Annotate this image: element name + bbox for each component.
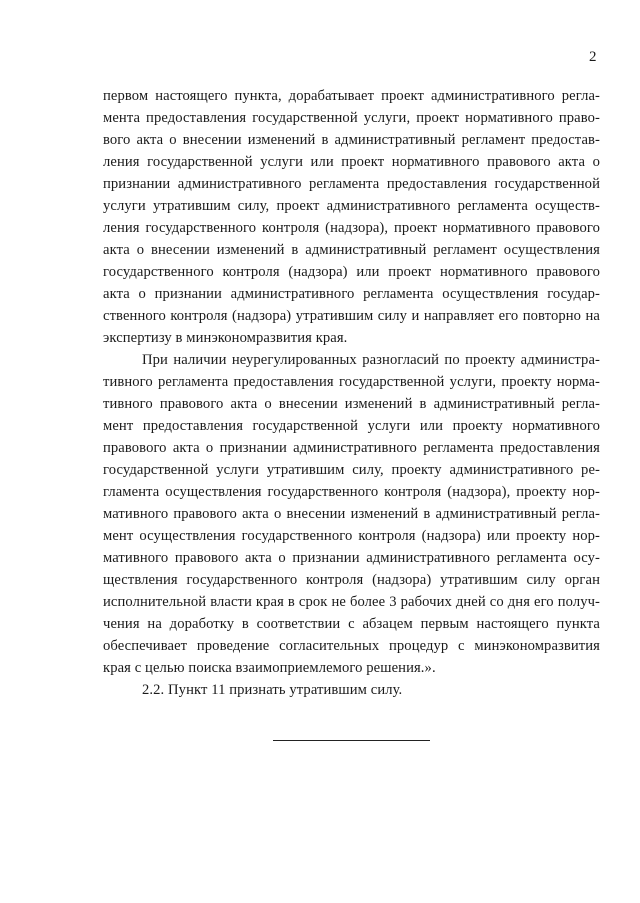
text-line: мент предоставления государственной услуги или проекту нормативного	[103, 418, 600, 434]
text-line: 2.2. Пункт 11 признать утратившим силу.	[142, 682, 403, 698]
text-line: края с целью поиска взаимоприемлемого решения.».	[103, 660, 436, 676]
text-line: мативного правового акта о признании административного регламента осу-	[103, 550, 600, 566]
text-line: чения на доработку в соответствии с абзацем первым настоящего пункта	[103, 616, 600, 632]
text-line: правового акта о признании административного регламента предоставления	[103, 440, 600, 456]
text-line: мента предоставления государственной услуги, проект нормативного право-	[103, 110, 600, 126]
text-line: обеспечивает проведение согласительных процедур с минэкономразвития	[103, 638, 600, 654]
text-line: вого акта о внесении изменений в административный регламент предостав-	[103, 132, 600, 148]
text-line: ления государственной услуги или проект нормативного правового акта о	[103, 154, 600, 170]
text-line: мативного правового акта о внесении изменений в административный регла-	[103, 506, 600, 522]
text-line: тивного правового акта о внесении изменений в административный регла-	[103, 396, 600, 412]
text-line: гламента осуществления государственного контроля (надзора), проекту нор-	[103, 484, 600, 500]
text-line: исполнительной власти края в срок не более 3 рабочих дней со дня его получ-	[103, 594, 600, 610]
text-line: акта о признании административного регламента осуществления государ-	[103, 286, 600, 302]
text-line: ственного контроля (надзора) утратившим силу и направляет его повторно на	[103, 308, 600, 324]
page-number: 2	[589, 49, 597, 65]
text-line: государственного контроля (надзора) или проект нормативного правового	[103, 264, 600, 280]
text-line: экспертизу в минэкономразвития края.	[103, 330, 348, 346]
text-line: При наличии неурегулированных разногласий по проекту администра-	[142, 352, 600, 368]
text-line: ления государственного контроля (надзора), проект нормативного правового	[103, 220, 600, 236]
text-line: первом настоящего пункта, дорабатывает проект административного регла-	[103, 88, 600, 104]
text-line: ществления государственного контроля (надзора) утратившим силу орган	[103, 572, 600, 588]
text-line: мент осуществления государственного контроля (надзора) или проекту нор-	[103, 528, 600, 544]
text-line: государственной услуги утратившим силу, проекту административного ре-	[103, 462, 600, 478]
text-line: признании административного регламента предоставления государственной	[103, 176, 600, 192]
text-line: тивного регламента предоставления государственной услуги, проекту норма-	[103, 374, 600, 390]
text-line: услуги утратившим силу, проект административного регламента осуществ-	[103, 198, 600, 214]
end-separator-line	[273, 740, 430, 741]
text-line: акта о внесении изменений в административный регламент осуществления	[103, 242, 600, 258]
